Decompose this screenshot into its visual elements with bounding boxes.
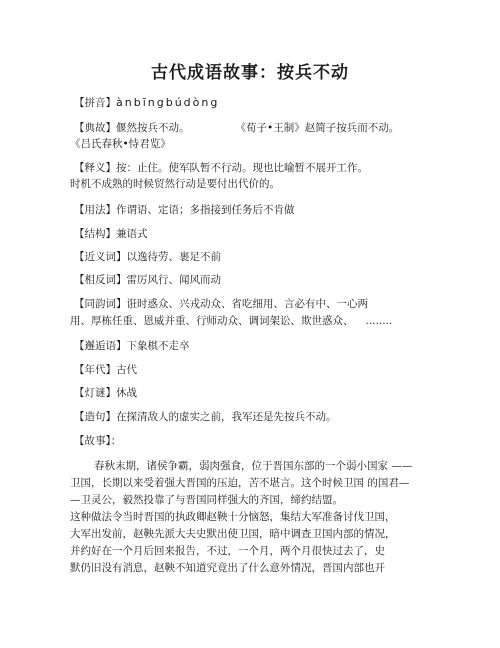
page-title: 古代成语故事：按兵不动 [151, 63, 349, 83]
pinyin-row [74, 96, 219, 110]
jinyi-label: 【近义词】 [74, 251, 127, 263]
tongyun-line-2-text: 用、厚栋任重、恩威并重、行师动众、调词架讼、欺世惑众、 [70, 315, 354, 327]
zaoju-row [74, 410, 337, 424]
diangu-text-2: 《荀子•王制》赵简子按兵而不动。 [235, 122, 400, 134]
pinyin-value: ànbīngbúdòng [116, 96, 220, 109]
jinyi-row [74, 250, 221, 264]
jiegou-label: 【结构】 [74, 228, 116, 240]
gushi-line-3: 这种做法令当时晋国的执政卿赵鞅十分恼怒，集结大军准备讨伐卫国， [70, 511, 396, 523]
shiyi-line-2: 时机不成熟的时候贸然行动是要付出代价的。 [70, 178, 280, 190]
pinyin-label: 【拼音】 [74, 97, 116, 109]
gushi-line-6: 默仍旧没有消息，赵鞅不知道究竟出了什么意外情况，晋国内部也开 [70, 562, 385, 574]
xiehouyu-text: 下象棋不走卒 [126, 340, 190, 352]
dengmi-row [74, 386, 137, 400]
yongfa-row [74, 203, 295, 217]
gushi-line-4: 大军出发前，赵鞅先派大夫史默出使卫国，暗中调查卫国内部的情况， [70, 528, 396, 540]
shiyi-label: 【释义】 [74, 162, 116, 174]
dengmi-label: 【灯谜】 [74, 387, 116, 399]
shiyi-line-1: 按：止住。使军队暂不行动。现也比喻暂不展开工作。 [116, 162, 368, 174]
diangu-label: 【典故】 [74, 122, 116, 134]
niandai-row [74, 363, 137, 377]
xiangfan-row [74, 273, 221, 287]
xiehouyu-label: 【邂逅语】 [74, 340, 127, 352]
tongyun-label: 【同韵词】 [74, 298, 127, 310]
gushi-line-1: 卫国，长期以来受着强大晋国的压迫，苦不堪言。这个时候卫国 的国君— [70, 477, 410, 489]
tongyun-ellipsis: ........ [365, 315, 393, 327]
zaoju-label: 【造句】 [74, 411, 116, 423]
tongyun-line-2 [70, 314, 392, 328]
xiangfan-label: 【相反词】 [74, 274, 127, 286]
xiangfan-text: 雷厉风行、闻风而动 [126, 274, 221, 286]
niandai-text: 古代 [116, 364, 137, 376]
shiyi-row [74, 161, 368, 175]
diangu-row [74, 121, 399, 135]
niandai-label: 【年代】 [74, 364, 116, 376]
yongfa-label: 【用法】 [74, 204, 116, 216]
xiehouyu-row [74, 339, 190, 353]
diangu-text-1: 偃然按兵不动。 [116, 122, 190, 134]
gushi-line-0: 春秋末期，诸侯争霸，弱肉强食，位于晋国东部的一个弱小国家 —— [94, 460, 413, 472]
diangu-line-2: 《吕氏春秋•恃君览》 [70, 138, 171, 150]
gushi-label: 【故事】： [74, 435, 122, 447]
gushi-line-2: —卫灵公，毅然投靠了与晋国同样强大的齐国，缔约结盟。 [70, 494, 343, 506]
tongyun-line-1: 诳时惑众、兴戎动众、省吃细用、言必有中、一心两 [126, 298, 368, 310]
dengmi-text: 休战 [116, 387, 137, 399]
zaoju-text: 在探清敌人的虚实之前，我军还是先按兵不动。 [116, 411, 337, 423]
gushi-line-5: 并约好在一个月后回来报告，不过，一个月，两个月很快过去了，史 [70, 545, 385, 557]
yongfa-text: 作谓语、定语；多指接到任务后不肯做 [116, 204, 295, 216]
tongyun-row [74, 297, 368, 311]
jiegou-row [74, 227, 148, 241]
jinyi-text: 以逸待劳、裹足不前 [126, 251, 221, 263]
jiegou-text: 兼语式 [116, 228, 148, 240]
